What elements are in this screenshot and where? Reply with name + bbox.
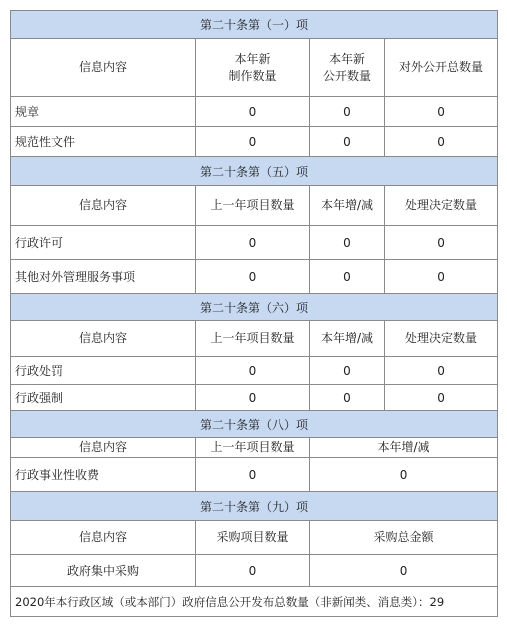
column-header	[310, 39, 385, 97]
row-label: 政府集中采购	[11, 555, 196, 587]
value-cell: 0	[310, 97, 385, 127]
column-header: 信息内容	[11, 321, 196, 357]
row-label: 行政强制	[11, 385, 196, 411]
column-header: 本年增/减	[310, 186, 385, 226]
value-cell: 0	[196, 357, 310, 385]
column-header: 处理决定数量	[385, 186, 498, 226]
value-cell: 0	[385, 357, 498, 385]
header-line: 制作数量	[228, 68, 277, 83]
value-cell: 0	[310, 226, 385, 260]
column-header: 本年增/减	[310, 438, 498, 458]
value-cell: 0	[196, 385, 310, 411]
value-cell: 0	[385, 385, 498, 411]
value-cell: 0	[196, 226, 310, 260]
value-cell: 0	[196, 97, 310, 127]
value-cell: 0	[310, 127, 385, 157]
column-header: 信息内容	[11, 186, 196, 226]
column-header: 本年增/减	[310, 321, 385, 357]
row-label: 行政事业性收费	[11, 458, 196, 492]
section-title: 第二十条第（五）项	[11, 157, 498, 186]
column-header	[196, 39, 310, 97]
column-header: 上一年项目数量	[196, 438, 310, 458]
row-label: 行政许可	[11, 226, 196, 260]
value-cell: 0	[310, 385, 385, 411]
column-header: 对外公开总数量	[385, 39, 498, 97]
header-line: 本年新	[234, 51, 271, 66]
value-cell: 0	[196, 458, 310, 492]
row-label: 行政处罚	[11, 357, 196, 385]
column-header: 信息内容	[11, 39, 196, 97]
value-cell: 0	[385, 260, 498, 294]
row-label: 规章	[11, 97, 196, 127]
column-header: 处理决定数量	[385, 321, 498, 357]
value-cell: 0	[310, 260, 385, 294]
value-cell: 0	[196, 260, 310, 294]
section-title: 第二十条第（八）项	[11, 411, 498, 438]
value-cell: 0	[310, 555, 498, 587]
value-cell: 0	[196, 127, 310, 157]
value-cell: 0	[310, 458, 498, 492]
row-label: 规范性文件	[11, 127, 196, 157]
value-cell: 0	[385, 226, 498, 260]
section-title: 第二十条第（九）项	[11, 492, 498, 521]
section-title: 第二十条第（六）项	[11, 294, 498, 321]
column-header: 采购总金额	[310, 521, 498, 555]
header-line: 公开数量	[322, 68, 371, 83]
section-title: 第二十条第（一）项	[11, 11, 498, 39]
value-cell: 0	[196, 555, 310, 587]
value-cell: 0	[310, 357, 385, 385]
government-info-disclosure-table	[10, 10, 498, 617]
value-cell: 0	[385, 127, 498, 157]
column-header: 上一年项目数量	[196, 186, 310, 226]
column-header: 信息内容	[11, 521, 196, 555]
header-line: 本年新	[328, 51, 365, 66]
column-header: 采购项目数量	[196, 521, 310, 555]
value-cell: 0	[385, 97, 498, 127]
total-published-count: 2020年本行政区域（或本部门）政府信息公开发布总数量（非新闻类、消息类）：29	[11, 587, 498, 617]
row-label: 其他对外管理服务事项	[11, 260, 196, 294]
column-header: 上一年项目数量	[196, 321, 310, 357]
column-header: 信息内容	[11, 438, 196, 458]
